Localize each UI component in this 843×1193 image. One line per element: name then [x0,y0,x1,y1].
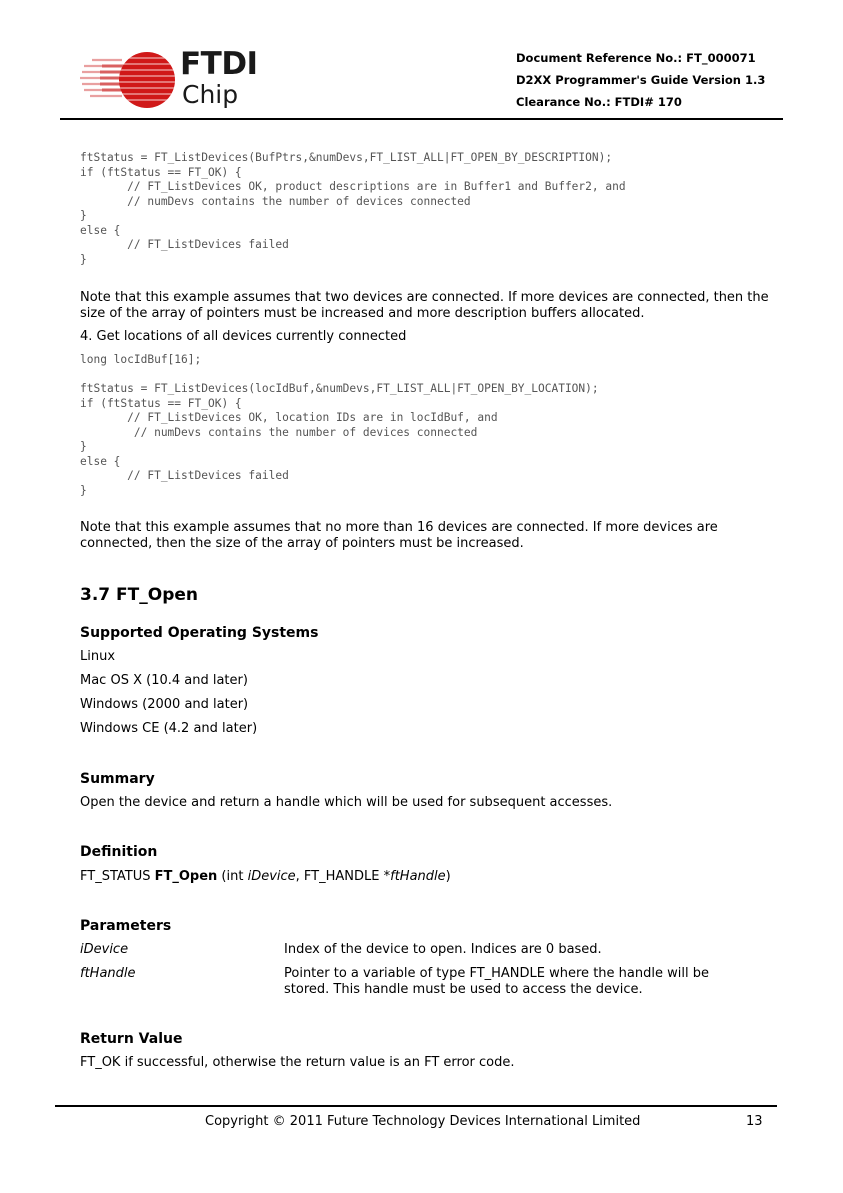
os-item: Linux [80,649,116,664]
page-number: 13 [746,1114,763,1129]
step-get-locations: 4. Get locations of all devices currently connected [80,329,407,344]
code-block-list-by-description: ftStatus = FT_ListDevices(BufPtrs,&numDevs,FT_LIST_ALL|FT_OPEN_BY_DESCRIPTION); if (ftStatus == FT_OK) { // FT_ListDevices OK, product descriptions are in Buffer1 and Buffer2, and // numDevs contains the number of devices connected } else { // FT_ListDevices failed } [80,151,626,266]
os-item: Mac OS X (10.4 and later) [80,673,248,688]
summary-text: Open the device and return a handle which will be used for subsequent accesses. [80,795,613,810]
param-description: Pointer to a variable of type FT_HANDLE where the handle will be stored. This handle must be used to access the device. [284,966,709,997]
supported-os-heading: Supported Operating Systems [80,625,319,641]
function-signature [80,869,770,885]
return-value-text: FT_OK if successful, otherwise the return value is an FT error code. [80,1055,515,1070]
section-title: 3.7 FT_Open [80,585,198,605]
copyright: Copyright © 2011 Future Technology Devices International Limited [205,1114,641,1129]
os-item: Windows CE (4.2 and later) [80,721,258,736]
param-description: Index of the device to open. Indices are 0 based. [284,942,602,957]
return-value-heading: Return Value [80,1031,183,1047]
arg-idevice: iDevice [247,869,296,884]
note-sixteen-devices: Note that this example assumes that no more than 16 devices are connected. If more devices are connected, then the size of the array of pointers must be increased. [80,520,718,551]
note-two-devices: Note that this example assumes that two devices are connected. If more devices are connected, then the size of the array of pointers must be increased and more description buffers allocated. [80,290,769,321]
arg-fthandle: *ftHandle [383,869,446,884]
close-paren: ) [445,869,451,884]
guide-version: D2XX Programmer's Guide Version 1.3 [516,73,766,87]
logo-sub-text: Chip [182,80,239,109]
return-type: FT_STATUS [80,869,155,884]
open-paren: (int [217,869,248,884]
document-reference: Document Reference No.: FT_000071 [516,51,756,65]
parameters-heading: Parameters [80,918,172,934]
param-name: ftHandle [80,966,136,981]
summary-heading: Summary [80,771,155,787]
footer-rule [55,1105,777,1107]
code-block-list-by-location: long locIdBuf[16]; ftStatus = FT_ListDevices(locIdBuf,&numDevs,FT_LIST_ALL|FT_OPEN_BY_LOCATION); if (ftStatus == FT_OK) { // FT_ListDevices OK, location IDs are in locIdBuf, and // numDevs contains the number of devices connected } else { // FT_ListDevices failed } [80,353,599,497]
logo-brand-text: FTDI [180,46,258,82]
arg-separator: , FT_HANDLE [295,869,384,884]
param-name: iDevice [80,942,129,957]
function-name: FT_Open [154,869,218,884]
os-item: Windows (2000 and later) [80,697,249,712]
clearance-number: Clearance No.: FTDI# 170 [516,95,682,109]
definition-heading: Definition [80,844,158,860]
header-rule [60,118,783,120]
